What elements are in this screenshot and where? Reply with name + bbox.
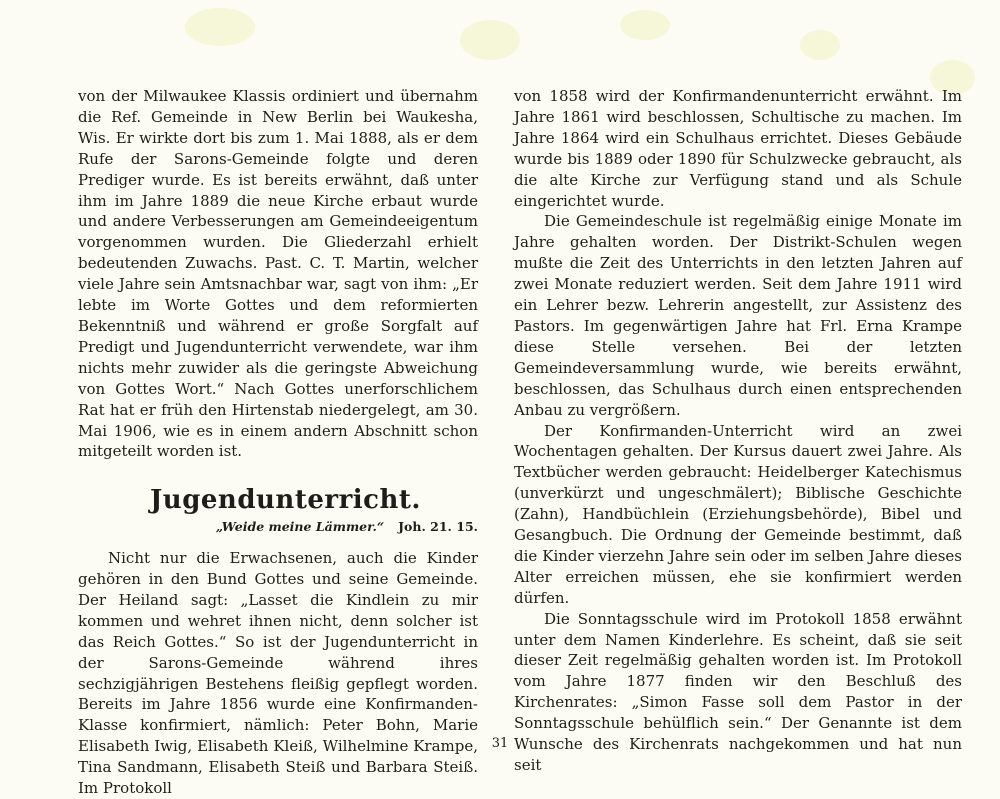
left-paragraph-2: Nicht nur die Erwachsenen, auch die Kinder gehören in den Bund Gottes und seine Gemeinde. Der Heiland sagt: „Lasset die Kindlein zu mir kommen und wehret ihnen nicht, denn solcher ist das Reich Gottes.“ So ist der Jugendunterricht in der Sarons-Gemeinde während ihres sechzigjährigen Bestehens fleißig gepflegt worden. Bereits im Jahre 1856 wurde eine Konfirmanden-Klasse konfirmiert, nämlich: Peter Bohn, Marie Elisabeth Iwig, Elisabeth Kleiß, Wilhelmine Krampe, Tina Sandmann, Elisabeth Steiß und Barbara Steiß. Im Protokoll xyxy=(78,549,478,798)
motto-reference: Joh. 21. 15. xyxy=(398,519,478,535)
page-number: 31 xyxy=(491,736,509,751)
paper-stain xyxy=(460,20,520,60)
right-paragraph-2: Die Gemeindeschule ist regelmäßig einige Monate im Jahre gehalten worden. Der Distrikt-Schulen wegen mußte die Zeit des Unterrichts in den letzten Jahren auf zwei Monate reduziert werden. Seit dem Jahre 1911 wird ein Lehrer bezw. Lehrerin angestellt, zur Assistenz des Pastors. Im gegenwärtigen Jahre hat Frl. Erna Krampe diese Stelle versehen. Bei der letzten Gemeindeversammlung wurde, wie bereits erwähnt, beschlossen, das Schulhaus durch einen entsprechenden Anbau zu vergrößern. xyxy=(514,212,962,419)
right-paragraph-1: von 1858 wird der Konfirmandenunterricht erwähnt. Im Jahre 1861 wird beschlossen, Schultische zu machen. Im Jahre 1864 wird ein Schulhaus errichtet. Dieses Gebäude wurde bis 1889 oder 1890 für Schulzwecke gebraucht, als die alte Kirche zur Verfügung stand und als Schule eingerichtet wurde. xyxy=(514,87,962,210)
left-page-column xyxy=(78,86,478,799)
section-heading: Jugendunterricht. xyxy=(150,485,421,516)
motto-quote: „Weide meine Lämmer.“ xyxy=(215,519,385,535)
section-motto xyxy=(78,517,478,538)
paper-stain xyxy=(185,8,255,46)
paper-stain xyxy=(800,30,840,60)
right-page-column xyxy=(514,86,962,776)
paper-stain xyxy=(620,10,670,40)
right-paragraph-4: Die Sonntagsschule wird im Protokoll 1858 erwähnt unter dem Namen Kinderlehre. Es scheint, daß sie seit dieser Zeit regelmäßig gehalten worden ist. Im Protokoll vom Jahre 1877 finden wir den Beschluß des Kirchenrates: „Simon Fasse soll dem Pastor in der Sonntagsschule behülflich sein.“ Der Genannte ist dem Wunsche des Kirchenrats nachgekommen und hat nun seit xyxy=(514,609,962,774)
left-paragraph-1: von der Milwaukee Klassis ordiniert und übernahm die Ref. Gemeinde in New Berlin bei Waukesha, Wis. Er wirkte dort bis zum 1. Mai 1888, als er dem Rufe der Sarons-Gemeinde folgte und deren Prediger wurde. Es ist bereits erwähnt, daß unter ihm im Jahre 1889 die neue Kirche erbaut wurde und andere Verbesserungen am Gemeindeeigentum vorgenommen wurden. Die Gliederzahl erhielt bedeutenden Zuwachs. Past. C. T. Martin, welcher viele Jahre sein Amtsnachbar war, sagt von ihm: „Er lebte im Worte Gottes und dem reformierten Bekenntniß und während er große Sorgfalt auf Predigt und Jugendunterricht verwendete, war ihm nichts mehr zuwider als die geringste Abweichung von Gottes Wort.“ Nach Gottes unerforschlichem Rat hat er früh den Hirtenstab niedergelegt, am 30. Mai 1906, wie es in einem andern Abschnitt schon mitgeteilt worden ist. xyxy=(78,87,478,461)
right-paragraph-3: Der Konfirmanden-Unterricht wird an zwei Wochentagen gehalten. Der Kursus dauert zwei Jahre. Als Textbücher werden gebraucht: Heidelberger Katechismus (unverkürzt und ungeschmälert); Biblische Geschichte (Zahn), Handbüchlein (Erziehungsbehörde), Bibel und Gesangbuch. Die Ordnung der Gemeinde bestimmt, daß die Kinder vierzehn Jahre sein oder im selben Jahre dieses Alter erreichen müssen, ehe sie konfirmiert werden dürfen. xyxy=(514,421,962,607)
